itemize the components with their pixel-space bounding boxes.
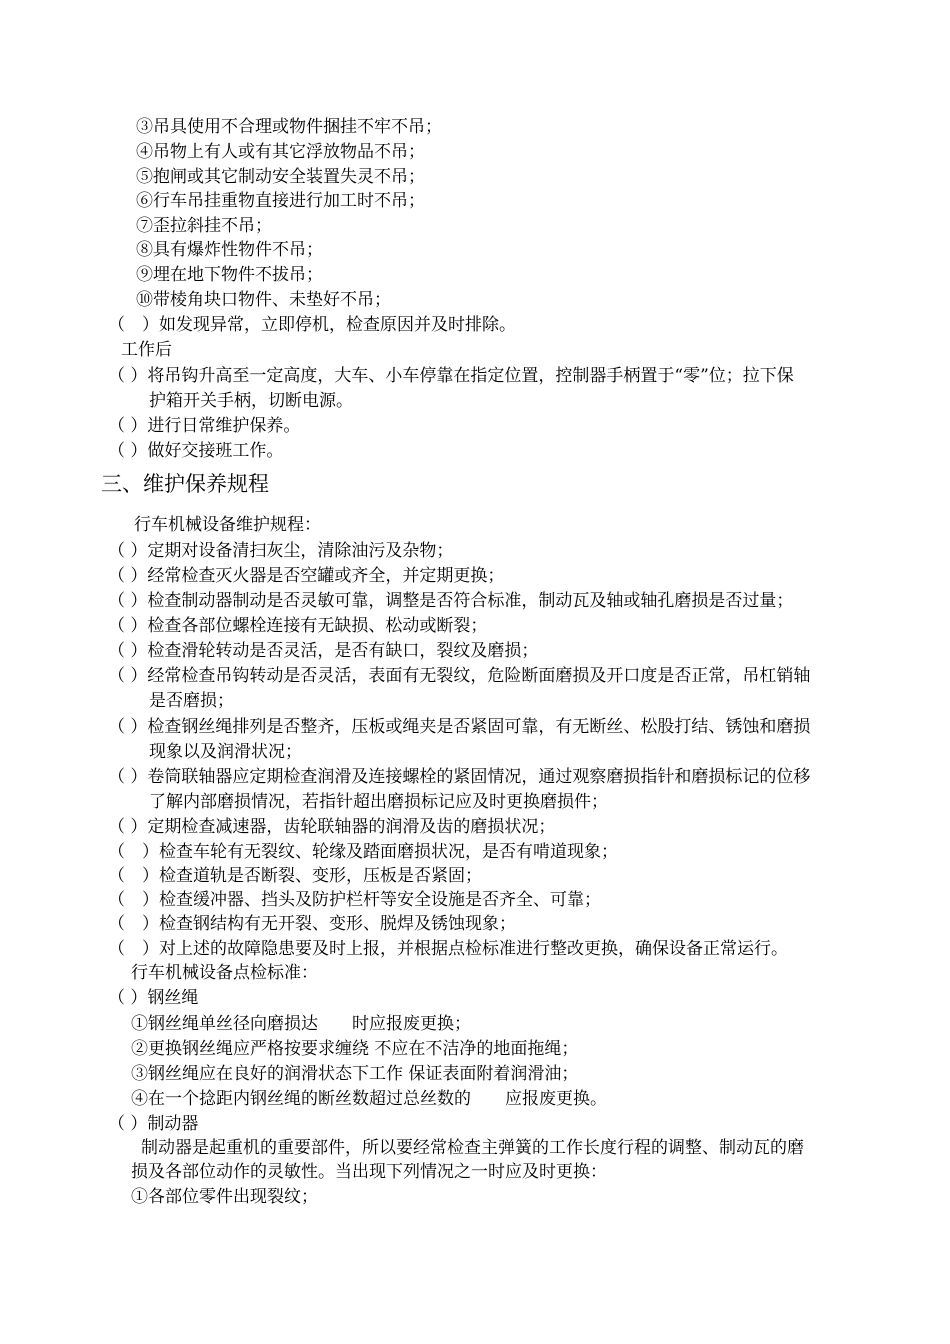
text-line: 现象以及润滑状况； (149, 742, 302, 762)
item-heading: （ ）制动器 (108, 1114, 199, 1134)
text-line: （ ）定期对设备清扫灰尘，清除油污及杂物； (108, 541, 454, 561)
text-line: 损及各部位动作的灵敏性。当出现下列情况之一时应及时更换： (131, 1162, 607, 1182)
section-heading: 三、维护保养规程 (101, 472, 269, 496)
text-line: （ ）进行日常维护保养。 (108, 416, 301, 436)
text-line: ⑥行车吊挂重物直接进行加工时不吊； (136, 191, 425, 211)
text-line: （ ）对上述的故障隐患要及时上报，并根据点检标准进行整改更换，确保设备正常运行。 (108, 939, 788, 959)
text-line: ④吊物上有人或有其它浮放物品不吊； (136, 142, 425, 162)
text-line: ④在一个捻距内钢丝绳的断丝数超过总丝数的 应报废更换。 (131, 1089, 607, 1109)
text-line: （ ）检查道轨是否断裂、变形，压板是否紧固； (108, 866, 482, 886)
text-line: （ ）检查车轮有无裂纹、轮缘及踏面磨损状况，是否有啃道现象； (108, 842, 618, 862)
text-line: （ ）检查滑轮转动是否灵活，是否有缺口，裂纹及磨损； (108, 641, 539, 661)
text-line: （ ）卷筒联轴器应定期检查润滑及连接螺栓的紧固情况，通过观察磨损指针和磨损标记的位移 (108, 767, 811, 787)
text-line: ①钢丝绳单丝径向磨损达 时应报废更换； (131, 1014, 471, 1034)
text-line: ⑨埋在地下物件不拔吊； (136, 265, 323, 285)
text-line: 制动器是起重机的重要部件，所以要经常检查主弹簧的工作长度行程的调整、制动瓦的磨 (141, 1138, 804, 1158)
text-line: （ ）经常检查灭火器是否空罐或齐全，并定期更换； (108, 566, 505, 586)
text-line: 是否磨损； (149, 691, 234, 711)
text-line: ①各部位零件出现裂纹； (131, 1187, 318, 1207)
text-line: ⑧具有爆炸性物件不吊； (136, 240, 323, 260)
text-line: （ ）经常检查吊钩转动是否灵活，表面有无裂纹，危险断面磨损及开口度是否正常，吊杠销轴 (108, 666, 811, 686)
text-line: ②更换钢丝绳应严格按要求缠绕 不应在不洁净的地面拖绳； (131, 1039, 579, 1059)
text-line: ⑩带棱角块口物件、未垫好不吊； (136, 290, 391, 310)
text-line: 了解内部磨损情况，若指针超出磨损标记应及时更换磨损件； (149, 792, 608, 812)
text-line: 护箱开关手柄，切断电源。 (149, 391, 353, 411)
item-heading: （ ）钢丝绳 (108, 988, 199, 1008)
text-line: ③钢丝绳应在良好的润滑状态下工作 保证表面附着润滑油； (131, 1064, 579, 1084)
text-line: ⑤抱闸或其它制动安全装置失灵不吊； (136, 167, 425, 187)
section-label: 行车机械设备点检标准： (131, 963, 318, 983)
text-line: （ ）检查各部位螺栓连接有无缺损、松动或断裂； (108, 616, 488, 636)
text-line: （ ）做好交接班工作。 (108, 441, 284, 461)
text-line: （ ）定期检查减速器，齿轮联轴器的润滑及齿的磨损状况； (108, 817, 556, 837)
text-line: ③吊具使用不合理或物件捆挂不牢不吊； (136, 117, 442, 137)
section-label: 工作后 (121, 340, 172, 360)
text-line: （ ）如发现异常，立即停机，检查原因并及时排除。 (108, 315, 516, 335)
text-line: （ ）检查钢结构有无开裂、变形、脱焊及锈蚀现象； (108, 914, 516, 934)
text-line: （ ）检查钢丝绳排列是否整齐，压板或绳夹是否紧固可靠，有无断丝、松股打结、锈蚀和磨损 (108, 717, 811, 737)
text-line: （ ）检查制动器制动是否灵敏可靠，调整是否符合标准，制动瓦及轴或轴孔磨损是否过量； (108, 591, 794, 611)
text-line: （ ）检查缓冲器、挡头及防护栏杆等安全设施是否齐全、可靠； (108, 890, 601, 910)
text-line: ⑦歪拉斜挂不吊； (136, 216, 272, 236)
section-label: 行车机械设备维护规程： (134, 515, 321, 535)
text-line: （ ）将吊钩升高至一定高度，大车、小车停靠在指定位置，控制器手柄置于“零”位；拉下保 (108, 366, 794, 386)
